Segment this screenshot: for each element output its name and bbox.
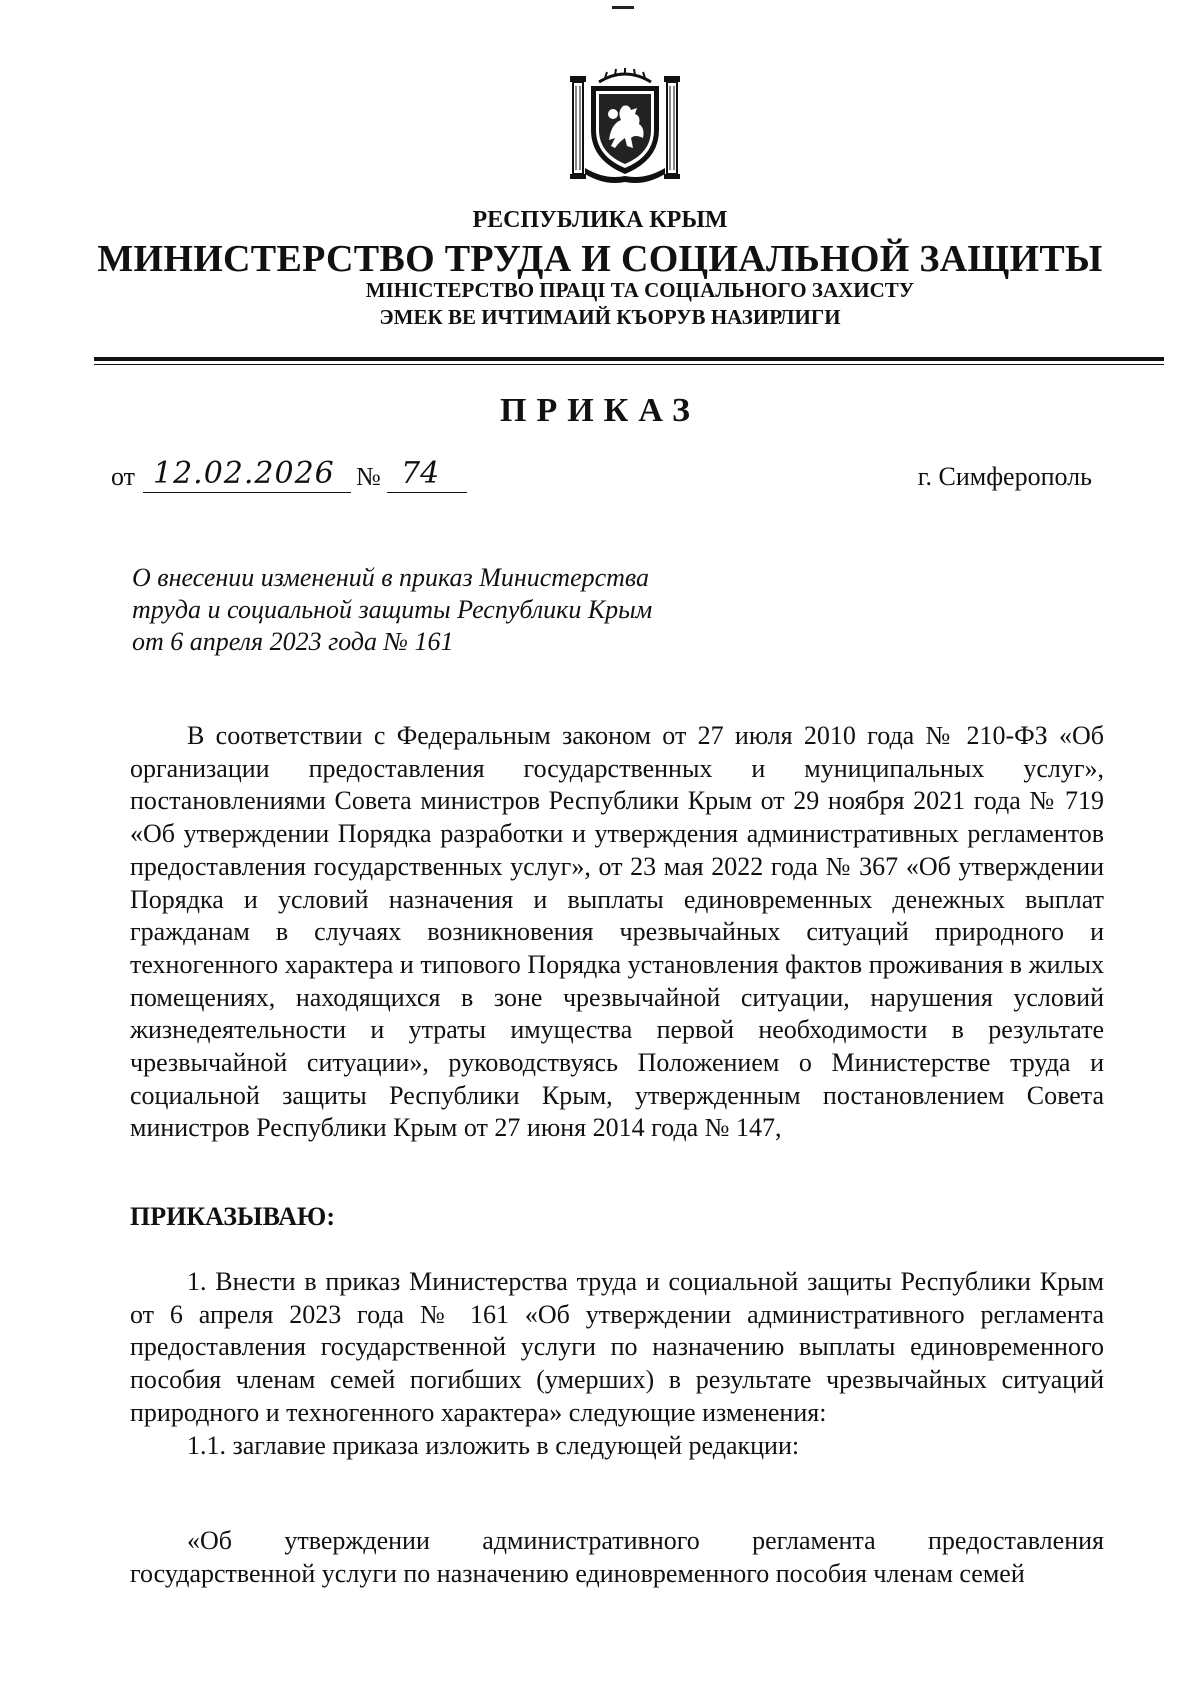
number-label: №: [356, 462, 381, 491]
subject-line: труда и социальной защиты Республики Крым: [132, 595, 653, 624]
coat-of-arms-emblem: [565, 68, 685, 188]
ministry-title-crh: ЭМЕК ВЕ ИЧТИМАИЙ КЪОРУВ НАЗИРЛИГИ: [379, 305, 841, 329]
republic-title: РЕСПУБЛИКА КРЫМ: [472, 207, 728, 233]
handwritten-number: 74: [401, 456, 440, 491]
date-label: от: [111, 462, 136, 491]
ministry-title-ru: МИНИСТЕРСТВО ТРУДА И СОЦИАЛЬНОЙ ЗАЩИТЫ: [97, 238, 1103, 280]
city-label: г. Симферополь: [917, 462, 1092, 491]
clause-1-1-paragraph: 1.1. заглавие приказа изложить в следующей редакции:: [187, 1431, 800, 1460]
number-field: [387, 456, 467, 493]
ministry-title-ua: МІНІСТЕРСТВО ПРАЦІ ТА СОЦІАЛЬНОГО ЗАХИСТУ: [365, 278, 915, 302]
subject-line: от 6 апреля 2023 года № 161: [132, 627, 454, 656]
clause-1-paragraph: 1. Внести в приказ Министерства труда и социальной защиты Республики Крым от 6 апреля 2023 года № 161 «Об утверждении административного регламента предоставления государственной услуги по назначению выплаты единовременного пособия членам семей погибших (умерших) в результате чрезвычайных ситуаций природного и техногенного характера» следующие изменения:: [130, 1267, 1104, 1427]
handwritten-date: 12.02.2026: [153, 456, 335, 491]
header-divider-thin: [94, 364, 1164, 365]
scan-mark: [612, 6, 634, 9]
date-field: [143, 456, 351, 493]
header-divider-thick: [94, 357, 1164, 361]
subject-line: О внесении изменений в приказ Министерства: [132, 563, 650, 592]
orders-heading: ПРИКАЗЫВАЮ:: [130, 1202, 335, 1231]
new-title-paragraph: «Об утверждении административного регламента предоставления государственной услуги по назначению единовременного пособия членам семей: [130, 1526, 1104, 1588]
preamble-paragraph: В соответствии с Федеральным законом от 27 июля 2010 года № 210-ФЗ «Об организации предоставления государственных и муниципальных услуг», постановлениями Совета министров Республики Крым от 29 ноября 2021 года № 719 «Об утверждении Порядка разработки и утверждения административных регламентов предоставления государственных услуг», от 23 мая 2022 года № 367 «Об утверждении Порядка и условий назначения и выплаты единовременных денежных выплат гражданам в случаях возникновения чрезвычайных ситуаций природного и техногенного характера и типового Порядка установления фактов проживания в жилых помещениях, находящихся в зоне чрезвычайной ситуации, нарушения условий жизнедеятельности и утраты имущества первой необходимости в результате чрезвычайной ситуации», руководствуясь Положением о Министерстве труда и социальной защиты Республики Крым, утвержденным постановлением Совета министров Республики Крым от 27 июня 2014 года № 147,: [130, 721, 1104, 1143]
document-type-title: ПРИКАЗ: [500, 392, 700, 429]
order-subject: [132, 562, 732, 658]
